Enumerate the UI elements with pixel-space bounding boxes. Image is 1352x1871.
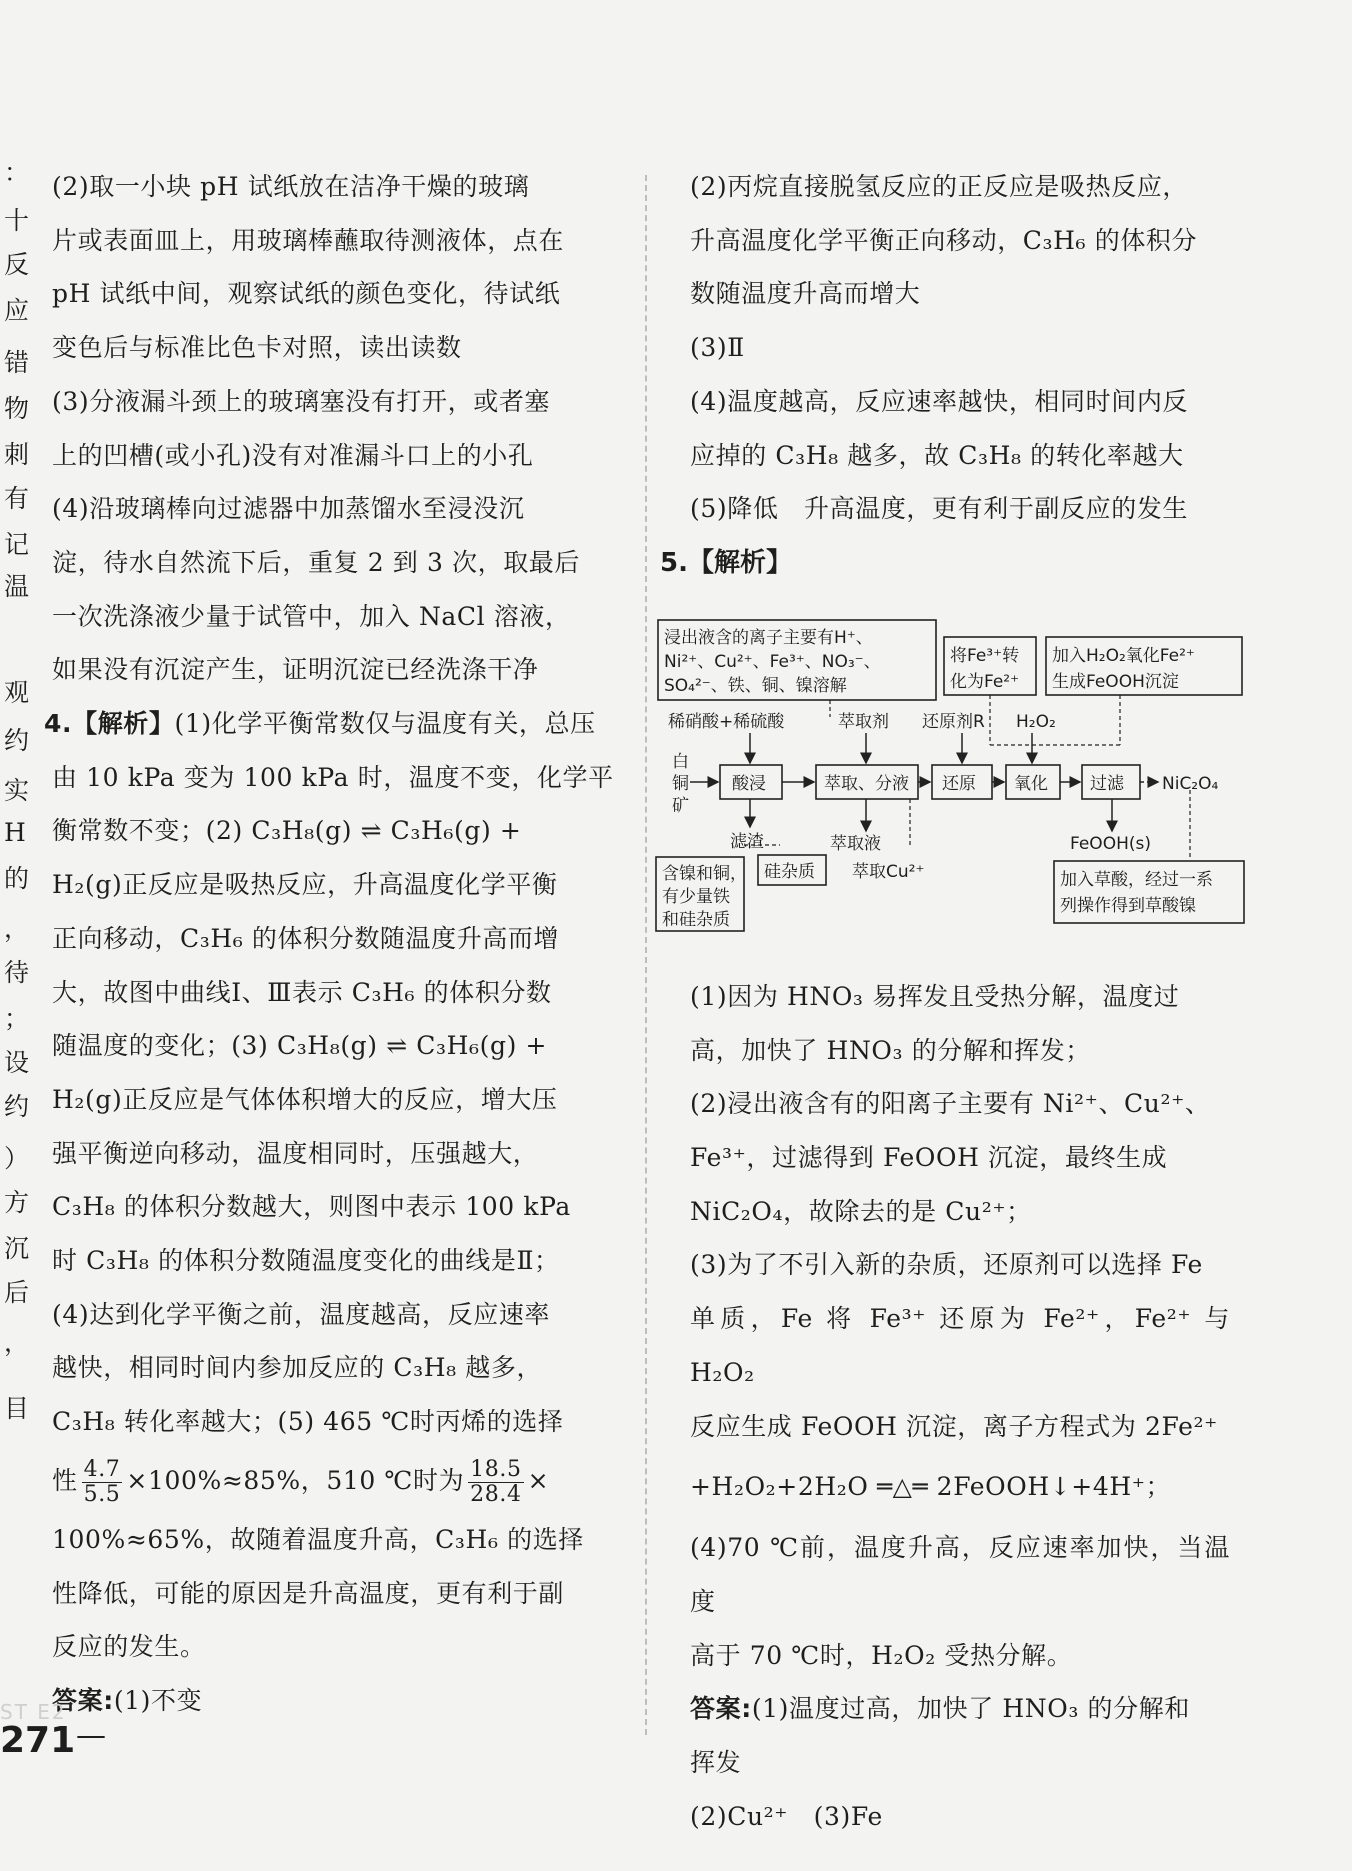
text-line: 时 C₃H₈ 的体积分数随温度变化的曲线是Ⅱ； <box>52 1246 560 1276</box>
text-line: H₂(g)正反应是吸热反应，升高温度化学平衡 <box>52 870 558 900</box>
step-filter: 过滤 <box>1090 774 1124 794</box>
note-oxalic-line-2: 列操作得到草酸镍 <box>1060 896 1196 916</box>
formula-prefix: 性 <box>52 1465 78 1495</box>
edge-char: 反 <box>4 250 30 279</box>
text-line: (3)Ⅱ <box>690 333 745 363</box>
page-number: 271 <box>0 1720 76 1761</box>
formula-middle: ×100%≈85%，510 ℃时为 <box>126 1465 465 1495</box>
note-silicon: 硅杂质 <box>764 862 815 882</box>
edge-char: ， <box>4 914 30 943</box>
text-line: (3)为了不引入新的杂质，还原剂可以选择 Fe <box>690 1250 1203 1280</box>
fraction-numerator: 18.5 <box>470 1456 522 1482</box>
text-line: 反应生成 FeOOH 沉淀，离子方程式为 2Fe²⁺ <box>690 1411 1218 1441</box>
product-label: NiC₂O₄ <box>1162 774 1219 794</box>
text-line: (4)达到化学平衡之前，温度越高，反应速率 <box>52 1299 551 1329</box>
text-line: 衡常数不变；(2) C₃H₈(g) ⇌ C₃H₆(g) + <box>52 816 522 846</box>
step-acid-leach: 酸浸 <box>732 774 766 794</box>
right-column <box>660 160 1230 1843</box>
text-line: 变色后与标准比色卡对照，读出读数 <box>52 333 462 363</box>
text-line: 性降低，可能的原因是升高温度，更有利于副 <box>52 1578 565 1608</box>
edge-char: ， <box>4 1328 30 1357</box>
left-column <box>44 160 634 1728</box>
edge-char: 观 <box>4 678 30 707</box>
text-line: (2)取一小块 pH 试纸放在洁净干燥的玻璃 <box>52 172 530 201</box>
edge-char: ） <box>4 1144 30 1173</box>
edge-char: 目 <box>4 1394 30 1423</box>
raw-material-1: 白 <box>672 752 689 772</box>
watermark-stamp: ST E2 <box>0 1700 67 1724</box>
step-extract: 萃取、分液 <box>824 774 909 794</box>
column-divider <box>645 175 647 1735</box>
note-ore-line-3: 和硅杂质 <box>662 910 730 930</box>
reagent-h2o2: H₂O₂ <box>1016 712 1056 732</box>
answer-text: 挥发 <box>690 1748 742 1778</box>
answer-text: (2)Cu²⁺ (3)Fe <box>690 1801 883 1831</box>
edge-char: 设 <box>4 1048 30 1077</box>
edge-char: 沉 <box>4 1234 30 1263</box>
text-line: (2)浸出液含有的阳离子主要有 Ni²⁺、Cu²⁺、 <box>690 1089 1211 1119</box>
answer-text: (1)不变 <box>113 1685 203 1715</box>
edge-char: 待 <box>4 958 30 987</box>
text-line: 越快，相同时间内参加反应的 C₃H₈ 越多， <box>52 1353 543 1383</box>
text-line: H₂(g)正反应是气体体积增大的反应，增大压 <box>52 1084 558 1114</box>
note-oxalic-line-1: 加入草酸，经过一系 <box>1060 870 1213 890</box>
q4-label: 4.【解析】 <box>44 709 175 739</box>
text-line: (4)沿玻璃棒向过滤器中加蒸馏水至浸没沉 <box>52 494 525 524</box>
text-line: NiC₂O₄，故除去的是 Cu²⁺； <box>690 1196 1032 1226</box>
q5-label: 5.【解析】 <box>660 547 792 578</box>
text-line: 大，故图中曲线Ⅰ、Ⅲ表示 C₃H₆ 的体积分数 <box>52 977 552 1007</box>
edge-char: 应 <box>4 296 30 325</box>
text-line: (1)化学平衡常数仅与温度有关，总压 <box>174 709 596 739</box>
fraction-1 <box>82 1458 123 1507</box>
text-line: 100%≈65%，故随着温度升高，C₃H₆ 的选择 <box>52 1524 584 1554</box>
text-line: 上的凹槽(或小孔)没有对准漏斗口上的小孔 <box>52 440 534 470</box>
step-reduce: 还原 <box>942 774 976 794</box>
formula-suffix: × <box>527 1465 550 1495</box>
text-line: 正向移动，C₃H₆ 的体积分数随温度升高而增 <box>52 923 560 953</box>
note-ore-line-1: 含镍和铜， <box>662 864 747 884</box>
edge-char: H <box>4 818 26 847</box>
note-leachate-line-1: 浸出液含的离子主要有H⁺、 <box>664 628 873 648</box>
text-line: 强平衡逆向移动，温度相同时，压强越大， <box>52 1138 539 1168</box>
text-line: 随温度的变化；(3) C₃H₈(g) ⇌ C₃H₆(g) + <box>52 1031 548 1061</box>
answer-text: (1)温度过高，加快了 HNO₃ 的分解和 <box>751 1694 1190 1724</box>
step-oxidize: 氧化 <box>1014 774 1048 794</box>
text-line: 反应的发生。 <box>52 1632 206 1662</box>
feooh-label: FeOOH(s) <box>1070 834 1151 854</box>
answer-label: 答案: <box>52 1685 114 1715</box>
selectivity-formula-line <box>44 1449 634 1513</box>
edge-char: ： <box>4 158 30 187</box>
text-line: (5)降低 升高温度，更有利于副反应的发生 <box>690 494 1189 524</box>
text-line: 高，加快了 HNO₃ 的分解和挥发； <box>690 1035 1091 1065</box>
note-reduce-line-1: 将Fe³⁺转 <box>950 646 1020 666</box>
text-line: C₃H₈ 的体积分数越大，则图中表示 100 kPa <box>52 1192 571 1222</box>
note-ore-line-2: 有少量铁 <box>662 887 730 907</box>
reagent-acid: 稀硝酸+稀硫酸 <box>668 712 785 732</box>
edge-char: ； <box>4 1004 30 1033</box>
extract-cu-label: 萃取Cu²⁺ <box>852 862 925 882</box>
text-line: 一次洗涤液少量于试管中，加入 NaCl 溶液， <box>52 601 571 631</box>
text-line: (3)分液漏斗颈上的玻璃塞没有打开，或者塞 <box>52 386 551 416</box>
page-number-dash: — <box>76 1718 106 1753</box>
edge-char: 方 <box>4 1188 30 1217</box>
q5-analysis <box>690 970 1230 1844</box>
edge-char: 十 <box>4 206 30 235</box>
q4-analysis <box>44 697 634 1728</box>
note-leachate-line-2: Ni²⁺、Cu²⁺、Fe³⁺、NO₃⁻、 <box>664 652 881 672</box>
raw-material-3: 矿 <box>672 796 689 816</box>
edge-char: 约 <box>4 726 30 755</box>
text-line: (1)因为 HNO₃ 易挥发且受热分解，温度过 <box>690 981 1180 1011</box>
text-line: 淀，待水自然流下后，重复 2 到 3 次，取最后 <box>52 547 581 577</box>
text-line: 片或表面皿上，用玻璃棒蘸取待测液体，点在 <box>52 225 565 255</box>
edge-char: 刺 <box>4 440 30 469</box>
process-flow-diagram <box>650 605 1250 935</box>
edge-char: 温 <box>4 572 30 601</box>
fraction-denominator: 28.4 <box>470 1481 522 1507</box>
text-line: 由 10 kPa 变为 100 kPa 时，温度不变，化学平 <box>52 762 614 792</box>
text-line: 应掉的 C₃H₈ 越多，故 C₃H₈ 的转化率越大 <box>690 440 1184 470</box>
extract-liquid-label: 萃取液 <box>830 834 881 854</box>
text-line: 升高温度化学平衡正向移动，C₃H₆ 的体积分 <box>690 225 1198 255</box>
residue-label: 滤渣 <box>730 832 764 852</box>
note-leachate-line-3: SO₄²⁻、铁、铜、镍溶解 <box>664 676 847 696</box>
text-line: C₃H₈ 转化率越大；(5) 465 ℃时丙烯的选择 <box>52 1407 564 1437</box>
note-reduce-line-2: 化为Fe²⁺ <box>950 672 1020 692</box>
raw-material-2: 铜 <box>672 774 689 794</box>
edge-char: 有 <box>4 484 30 513</box>
q3-answer-continuation <box>52 160 634 697</box>
reagent-extractant: 萃取剂 <box>838 712 889 732</box>
edge-char: 错 <box>4 348 30 377</box>
edge-char: 的 <box>4 864 30 893</box>
edge-char: 约 <box>4 1092 30 1121</box>
text-line: 高于 70 ℃时，H₂O₂ 受热分解。 <box>690 1640 1073 1670</box>
note-oxidize-line-2: 生成FeOOH沉淀 <box>1052 672 1179 692</box>
text-line: 如果没有沉淀产生，证明沉淀已经洗涤干净 <box>52 655 539 685</box>
edge-char: 后 <box>4 1278 30 1307</box>
equation-line: +H₂O₂+2H₂O ═△═ 2FeOOH↓+4H⁺； <box>690 1472 1172 1502</box>
reagent-reducer: 还原剂R <box>922 712 985 732</box>
text-line: Fe³⁺，过滤得到 FeOOH 沉淀，最终生成 <box>690 1143 1168 1173</box>
edge-char: 记 <box>4 530 30 559</box>
text-line: pH 试纸中间，观察试纸的颜色变化，待试纸 <box>52 279 561 309</box>
text-line: (4)温度越高，反应速率越快，相同时间内反 <box>690 386 1189 416</box>
text-line: (4)70 ℃前，温度升高，反应速率加快，当温度 <box>690 1533 1230 1616</box>
fraction-2 <box>468 1458 523 1507</box>
q4-answer-continuation <box>690 160 1230 536</box>
edge-char: 实 <box>4 776 30 805</box>
fraction-numerator: 4.7 <box>83 1456 121 1482</box>
edge-char: 物 <box>4 394 30 423</box>
fraction-denominator: 5.5 <box>83 1481 121 1507</box>
note-oxidize-line-1: 加入H₂O₂氧化Fe²⁺ <box>1052 646 1195 666</box>
text-line: (2)丙烷直接脱氢反应的正反应是吸热反应， <box>690 172 1189 201</box>
text-line: 单质，Fe 将 Fe³⁺ 还原为 Fe²⁺，Fe²⁺ 与 H₂O₂ <box>690 1304 1230 1387</box>
text-line: 数随温度升高而增大 <box>690 279 921 309</box>
answer-label: 答案: <box>690 1694 752 1724</box>
